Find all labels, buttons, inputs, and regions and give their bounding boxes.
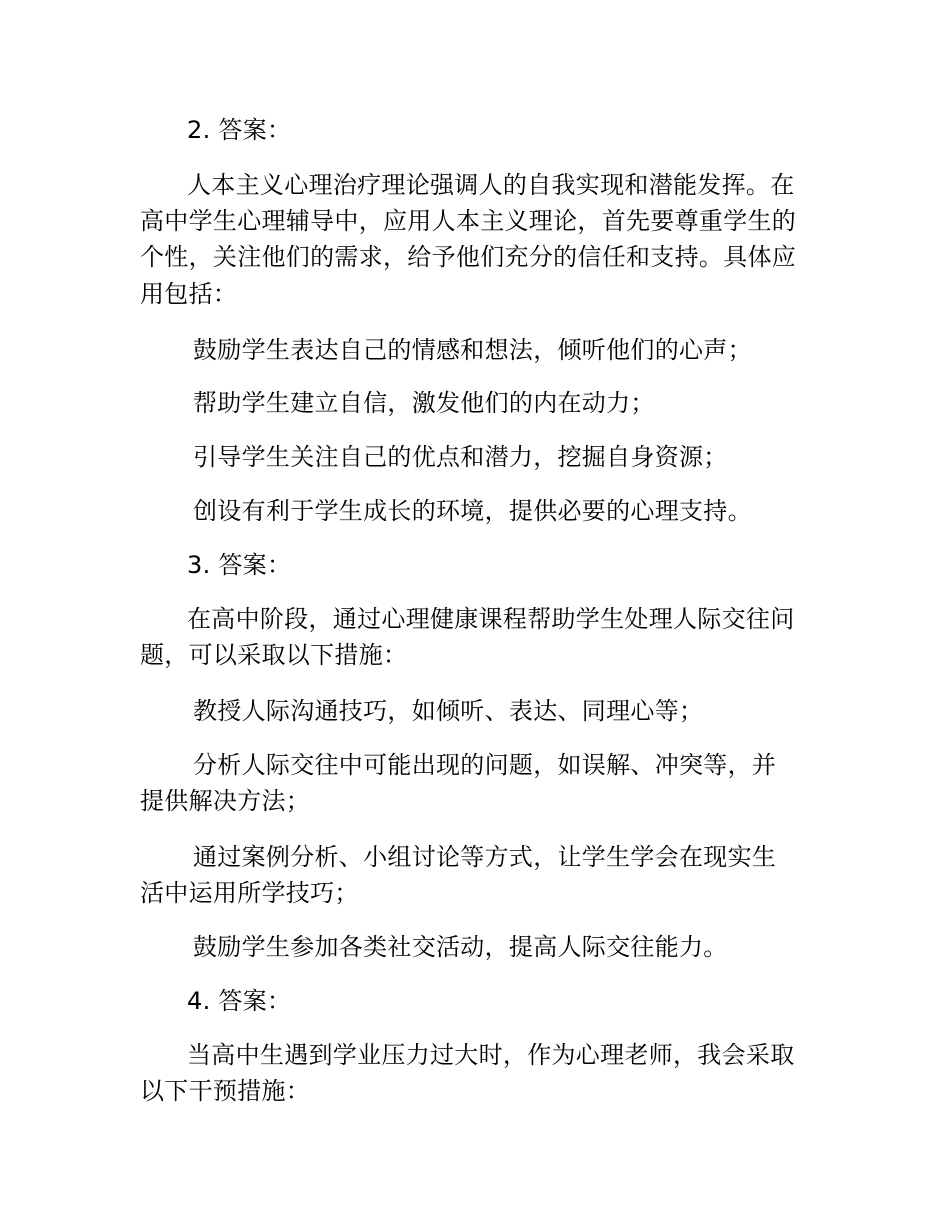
answer-2-paragraph-line-1: 人本主义心理治疗理论强调人的自我实现和潜能发挥。在 (187, 171, 795, 199)
answer-4-heading: 4. 答案： (187, 987, 292, 1015)
answer-4-paragraph-line-1: 当高中生遇到学业压力过大时，作为心理老师，我会采取 (187, 1041, 795, 1069)
answer-3-item-1: 教授人际沟通技巧，如倾听、表达、同理心等； (193, 697, 704, 725)
answer-2-heading: 2. 答案： (187, 116, 292, 144)
answer-2-paragraph-line-2: 高中学生心理辅导中，应用人本主义理论，首先要尊重学生的 (140, 207, 797, 235)
answer-4-paragraph-line-2: 以下干预措施： (140, 1077, 311, 1105)
answer-3-paragraph-line-2: 题，可以采取以下措施： (140, 641, 408, 669)
answer-2-item-3: 引导学生关注自己的优点和潜力，挖掘自身资源； (193, 443, 728, 471)
answer-2-item-1: 鼓励学生表达自己的情感和想法，倾听他们的心声； (193, 336, 752, 364)
answer-3-item-2-line-2: 提供解决方法； (140, 787, 311, 815)
answer-3-item-2-line-1: 分析人际交往中可能出现的问题，如误解、冲突等，并 (193, 751, 777, 779)
answer-3-item-3-line-1: 通过案例分析、小组讨论等方式，让学生学会在现实生 (193, 843, 777, 871)
answer-2-paragraph-line-4: 用包括： (140, 280, 238, 308)
answer-3-item-3-line-2: 活中运用所学技巧； (140, 879, 359, 907)
answer-3-paragraph-line-1: 在高中阶段，通过心理健康课程帮助学生处理人际交往问 (187, 605, 795, 633)
answer-2-item-4: 创设有利于学生成长的环境，提供必要的心理支持。 (193, 497, 752, 525)
answer-2-paragraph-line-3: 个性，关注他们的需求，给予他们充分的信任和支持。具体应 (140, 243, 797, 271)
answer-3-heading: 3. 答案： (187, 551, 292, 579)
answer-2-item-2: 帮助学生建立自信，激发他们的内在动力； (193, 389, 655, 417)
answer-3-item-4: 鼓励学生参加各类社交活动，提高人际交往能力。 (193, 933, 728, 961)
